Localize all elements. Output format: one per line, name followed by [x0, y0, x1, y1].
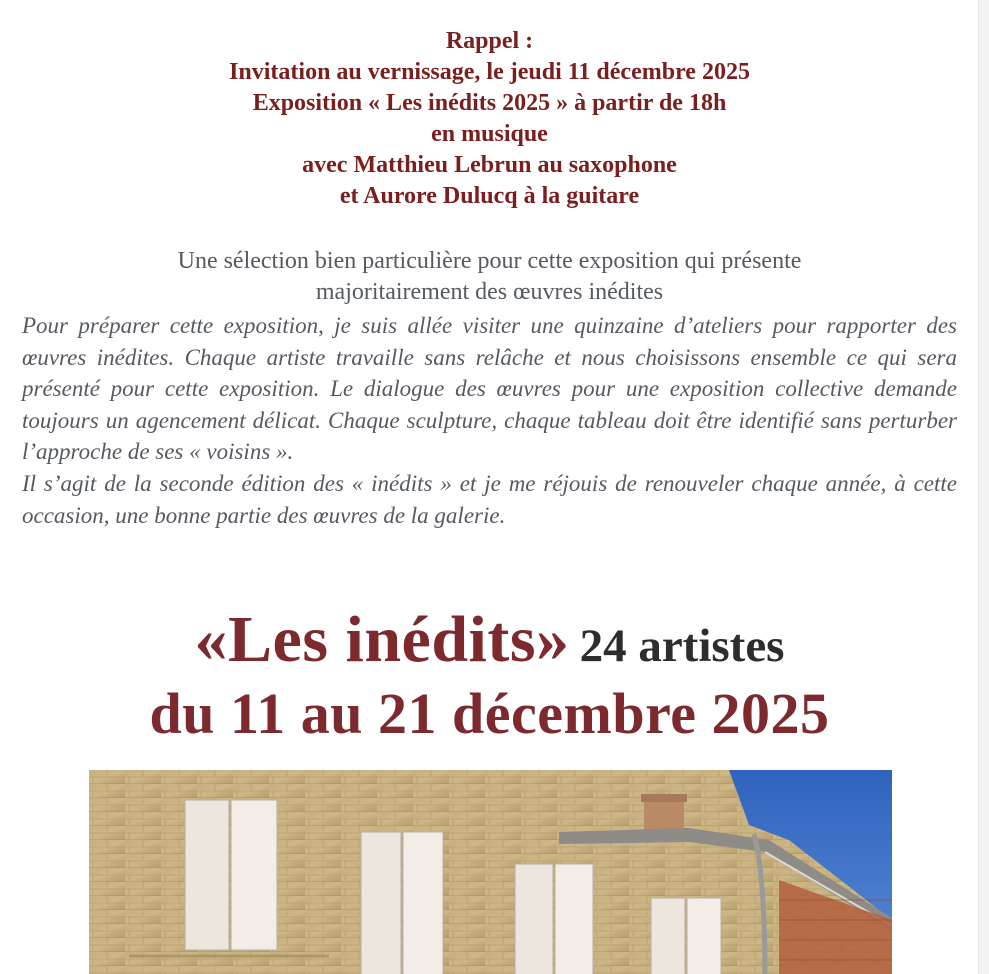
subtitle-line-2: majoritairement des œuvres inédites — [315, 279, 664, 305]
exhibition-description — [22, 310, 957, 531]
header-line-exhibition: Exposition « Les inédits 2025 » à partir de 18h — [252, 90, 727, 116]
gallery-building-photo — [89, 770, 892, 974]
header-line-saxophone: avec Matthieu Lebrun au saxophone — [302, 152, 677, 178]
header-line-guitar: et Aurore Dulucq à la guitare — [339, 183, 640, 209]
scrollbar-track[interactable] — [978, 0, 989, 974]
header-line-music: en musique — [431, 121, 548, 147]
exhibition-poster-image — [0, 580, 979, 974]
subtitle-line-1: Une sélection bien particulière pour cette exposition qui présente — [177, 248, 802, 274]
description-paragraph-2: Il s’agit de la seconde édition des « inédits » et je me réjouis de renouveler chaque année, à cette occasion, une bonne partie des œuvres de la galerie. — [22, 470, 957, 528]
poster-artist-count: 24 artistes — [579, 620, 785, 672]
invitation-header — [0, 26, 979, 212]
poster-title: «Les inédits» — [194, 603, 570, 676]
poster-title-line — [0, 602, 979, 678]
description-paragraph-1: Pour préparer cette exposition, je suis allée visiter une quinzaine d’ateliers pour rapporter des œuvres inédites. Chaque artiste travaille sans relâche et nous choisissons ensemble ce qui sera présenté pour cette exposition. Le dialogue des œuvres pour une exposition collective demande toujours un agencement délicat. Chaque sculpture, chaque tableau doit être identifié sans perturber l’approche de ses « voisins ». — [22, 313, 957, 465]
poster-dates: du 11 au 21 décembre 2025 — [149, 681, 830, 746]
header-line-reminder: Rappel : — [445, 28, 534, 54]
header-line-invitation: Invitation au vernissage, le jeudi 11 décembre 2025 — [229, 59, 750, 85]
selection-subtitle — [0, 246, 979, 308]
